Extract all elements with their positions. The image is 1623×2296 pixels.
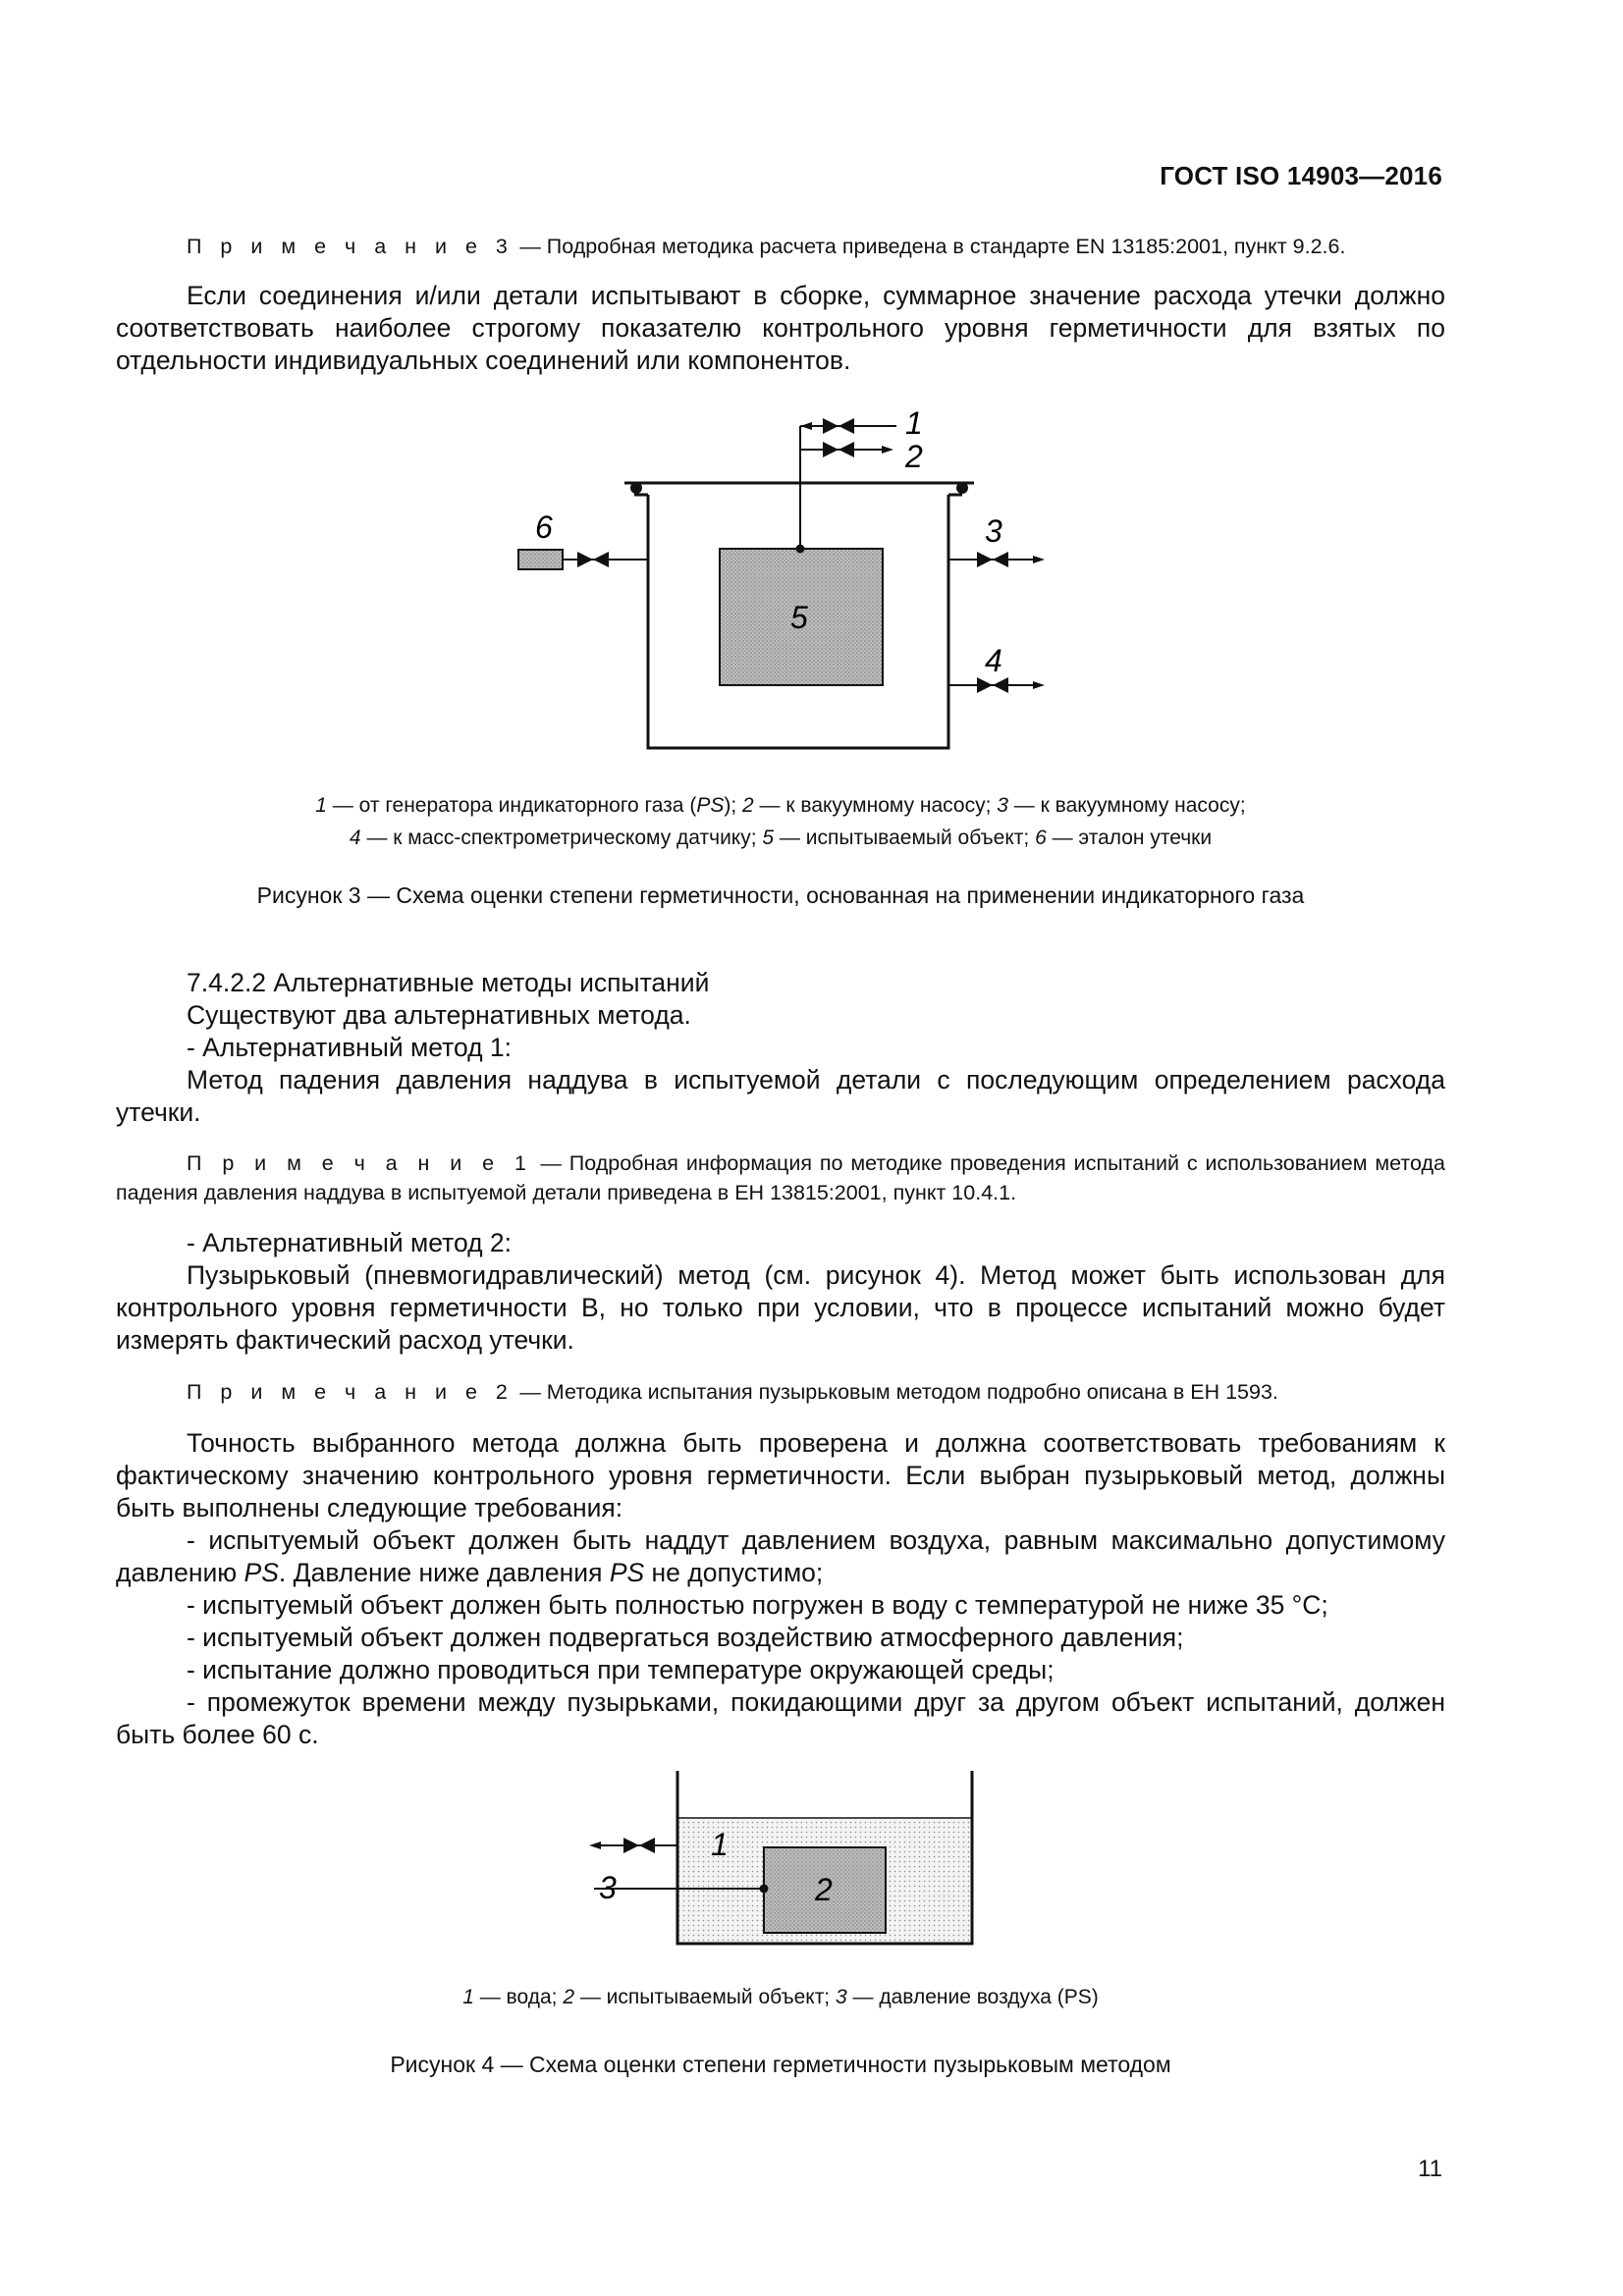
leak-standard-6 [518,550,563,569]
arrow-out-fig4 [589,1842,601,1849]
fig3-label-1: 1 [905,405,923,441]
method-2-label: - Альтернативный метод 2: [187,1228,513,1257]
figure-4-key [116,1981,1445,2013]
method-2 [116,1227,1445,1357]
note-3-label: П р и м е ч а н и е 3 [187,235,514,258]
note-1 [116,1148,1445,1207]
arrow-out-2 [882,446,893,454]
note-1-text: — Подробная информация по методике проведения испытаний с использованием метода падения давления наддува в испытуемой детали приведена в ЕН 13815:2001, пункт 10.4.1. [116,1151,1445,1204]
clamp-left [630,482,642,494]
requirement-5: - промежуток времени между пузырьками, покидающими друг за другом объект испытаний, должен быть более 60 с. [116,1687,1445,1749]
fig4-label-2: 2 [815,1872,833,1907]
figure-3-key [116,789,1445,854]
figure-3-key-line-2: 4 — к масс-спектрометрическому датчику; 5 — испытываемый объект; 6 — эталон утечки [349,827,1213,849]
section-heading: 7.4.2.2 Альтернативные методы испытаний [187,968,710,997]
arrow-out-3 [1033,556,1045,563]
fig3-label-5: 5 [790,600,808,635]
document-header: ГОСТ ISO 14903—2016 [1160,161,1442,190]
valve-2-icon [823,442,854,457]
clamp-right [956,482,968,494]
method-1-text: Метод падения давления наддува в испытуемой детали с последующим определением расхода утечки. [116,1065,1445,1127]
fig4-label-3: 3 [599,1870,617,1905]
note-2-text: — Методика испытания пузырьковым методом подробно описана в ЕН 1593. [514,1380,1278,1404]
fig3-label-2: 2 [905,439,923,474]
note-1-label: П р и м е ч а н и е 1 [187,1151,533,1175]
valve-3-icon [977,552,1008,567]
figure-4-key-line: 1 — вода; 2 — испытываемый объект; 3 — давление воздуха (PS) [462,1986,1099,2008]
requirement-4: - испытание должно проводиться при температуре окружающей среды; [187,1655,1055,1684]
figure-3-key-line-1: 1 — от генератора индикаторного газа (PS); 2 — к вакуумному насосу; 3 — к вакуумному насосу; [315,794,1246,817]
assembly-text: Если соединения и/или детали испытывают в сборке, суммарное значение расхода утечки должно соответствовать наиболее строгому показателю контрольного уровня герметичности для взятых по отдельности индивидуальных соединений или компонентов. [116,281,1445,375]
figure-3-title-block [116,881,1445,910]
figure-4-diagram [0,1747,1623,1953]
requirements [116,1427,1445,1751]
method-2-text: Пузырьковый (пневмогидравлический) метод (см. рисунок 4). Метод может быть использован для контрольного уровня герметичности В, но только при условии, что в процессе испытаний можно будет измерять фактический расход утечки. [116,1260,1445,1355]
fig3-label-3: 3 [985,513,1002,549]
figure-4-title-block [116,2050,1445,2079]
note-2 [116,1377,1445,1407]
valve-6-icon [577,552,609,567]
arrow-in-1 [800,422,812,430]
figure-4-title: Рисунок 4 — Схема оценки степени герметичности пузырьковым методом [390,2052,1171,2077]
arrow-out-4 [1033,681,1045,689]
section-7-4-2-2 [116,967,1445,1129]
accuracy-text: Точность выбранного метода должна быть проверена и должна соответствовать требованиям к фактическому значению контрольного уровня герметичности. Если выбран пузырьковый метод, должны быть выполнены следующие требования: [116,1428,1445,1522]
fig3-label-4: 4 [985,643,1002,678]
method-1-label: - Альтернативный метод 1: [187,1033,513,1062]
valve-4-icon [977,677,1008,693]
valve-1-icon [823,418,854,434]
figure-3-title: Рисунок 3 — Схема оценки степени герметичности, основанная на применении индикаторного газа [256,882,1305,908]
fig3-label-6: 6 [535,509,553,545]
figure-3-diagram [0,0,1623,805]
requirement-2: - испытуемый объект должен быть полностью погружен в воду с температурой не ниже 35 °С; [187,1590,1328,1620]
section-intro: Существуют два альтернативных метода. [187,1000,691,1030]
note-2-label: П р и м е ч а н и е 2 [187,1380,514,1404]
note-3-text: — Подробная методика расчета приведена в стандарте EN 13185:2001, пункт 9.2.6. [514,235,1346,258]
requirement-3: - испытуемый объект должен подвергаться воздействию атмосферного давления; [187,1623,1184,1652]
requirement-1: - испытуемый объект должен быть наддут давлением воздуха, равным максимально допустимому давлению PS. Давление ниже давления PS не допустимо; [116,1525,1445,1587]
fig4-label-1: 1 [711,1827,729,1862]
valve-fig4-icon [623,1838,655,1853]
page-number: 11 [1418,2156,1442,2182]
